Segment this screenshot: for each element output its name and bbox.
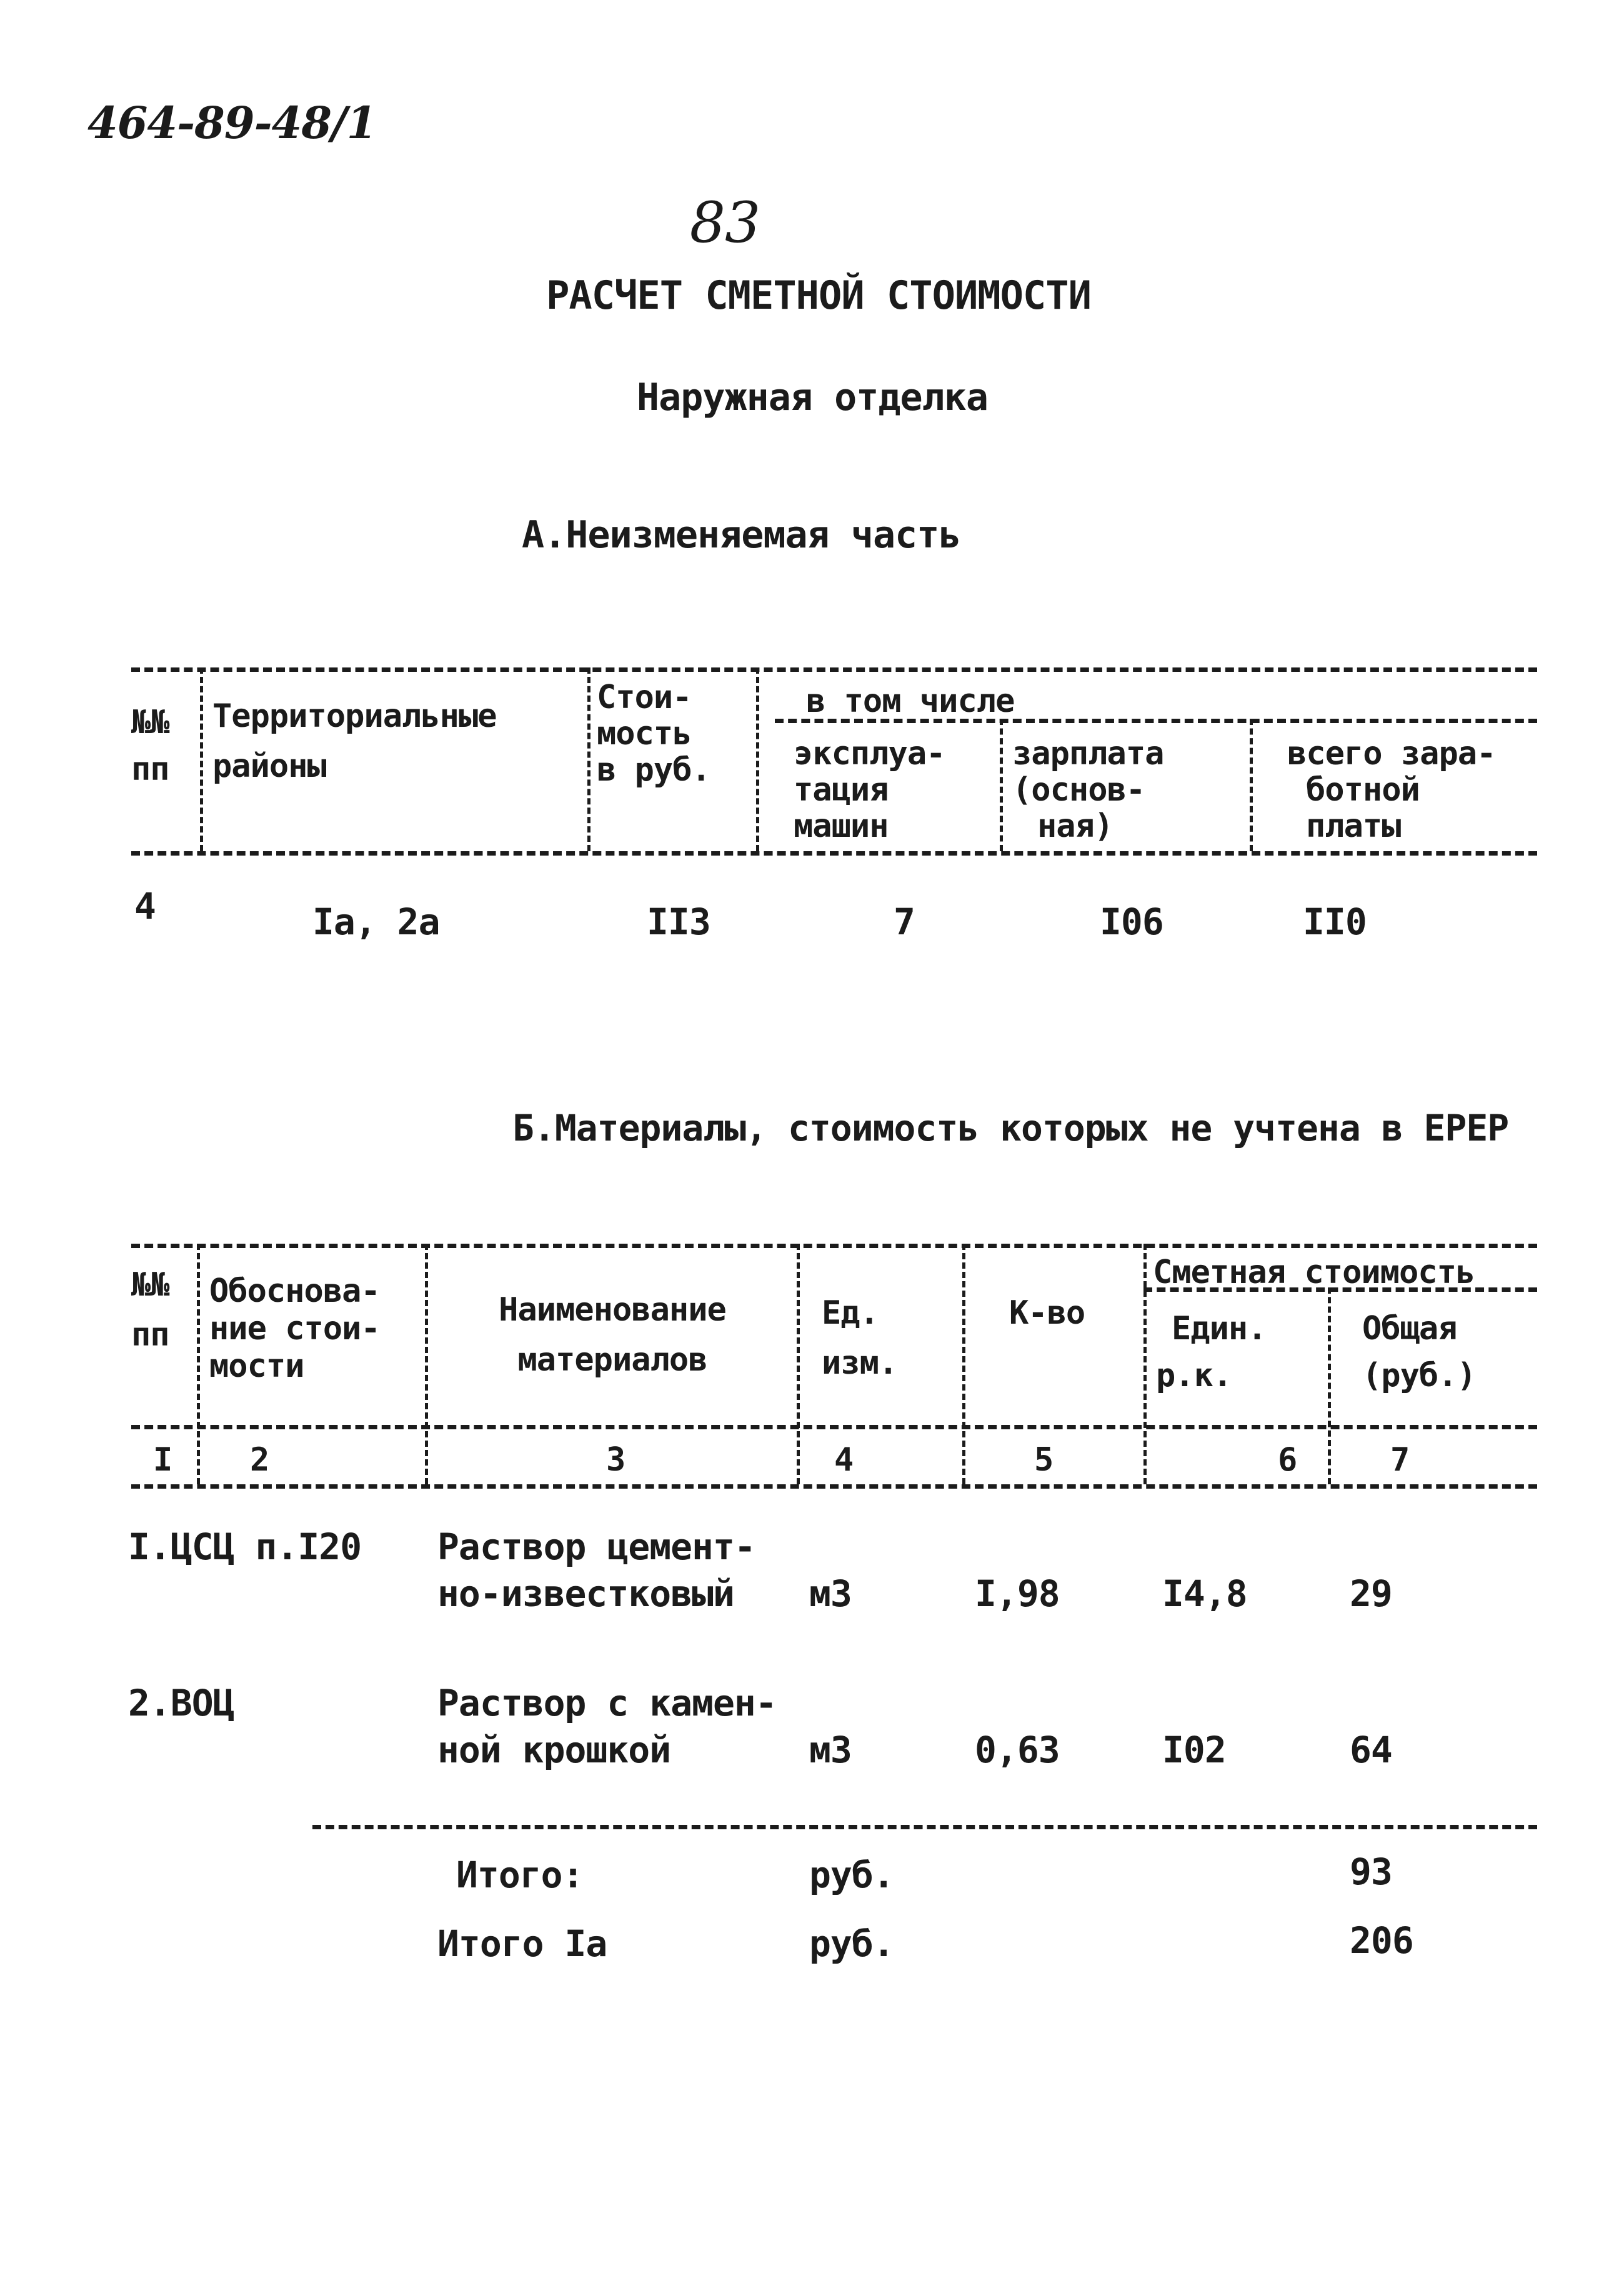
b-header-total-2: (руб.) xyxy=(1362,1357,1476,1394)
section-a-title: А.Неизменяемая часть xyxy=(522,513,961,557)
col-numbers-bottom-rule xyxy=(131,1484,1537,1489)
b-header-total-1: Общая xyxy=(1362,1310,1457,1347)
b-header-basis-1: Обоснова- xyxy=(209,1272,380,1310)
header-cost-2: мость xyxy=(597,715,692,752)
table-row-total: 64 xyxy=(1350,1729,1392,1771)
header-cost-1: Стои- xyxy=(597,679,692,716)
total-label: Итого Iа xyxy=(437,1922,607,1965)
column-divider xyxy=(756,667,759,851)
header-total-salary-2: ботной xyxy=(1306,771,1420,809)
table-row-total: 29 xyxy=(1350,1572,1392,1615)
document-subtitle: Наружная отделка xyxy=(637,376,988,419)
col-number-7: 7 xyxy=(1390,1441,1410,1479)
table-header-bottom-rule xyxy=(131,851,1537,856)
page-number: 83 xyxy=(689,190,760,256)
table-row-price: I4,8 xyxy=(1162,1572,1247,1615)
table-row-name-1: Раствор цемент- xyxy=(437,1526,755,1568)
header-including: в том числе xyxy=(806,682,1015,720)
row-cost: II3 xyxy=(647,901,710,943)
table-row-price: I02 xyxy=(1162,1729,1226,1771)
header-machines-2: тация xyxy=(794,771,889,809)
column-divider xyxy=(587,667,590,851)
col-number-2: 2 xyxy=(250,1441,269,1479)
b-header-num-2: пп xyxy=(131,1316,169,1354)
row-machines: 7 xyxy=(894,901,915,943)
column-divider xyxy=(1000,719,1003,851)
header-machines-3: машин xyxy=(794,807,889,845)
total-unit: руб. xyxy=(809,1854,894,1896)
header-num-1: №№ xyxy=(131,704,169,741)
table-top-rule xyxy=(131,1244,1537,1248)
col-number-4: 4 xyxy=(834,1441,854,1479)
table-top-rule xyxy=(131,667,1537,672)
b-header-unit-1: Ед. xyxy=(822,1294,879,1332)
header-total-salary-1: всего зара- xyxy=(1287,735,1496,772)
total-value: 93 xyxy=(1350,1851,1392,1893)
b-header-name-2: материалов xyxy=(517,1341,707,1379)
row-salary: I06 xyxy=(1100,901,1163,943)
header-territory-2: районы xyxy=(212,747,326,785)
header-total-salary-3: платы xyxy=(1306,807,1401,845)
table-row-basis: I.ЦСЦ п.I20 xyxy=(128,1526,362,1568)
b-header-qty: К-во xyxy=(1009,1294,1085,1332)
b-header-name-1: Наименование xyxy=(499,1291,726,1329)
b-header-num-1: №№ xyxy=(131,1266,169,1304)
column-divider xyxy=(1250,719,1253,851)
col-number-1: I xyxy=(153,1441,172,1479)
row-territory: Iа, 2а xyxy=(312,901,440,943)
table-row-unit: м3 xyxy=(809,1572,852,1615)
header-salary-1: зарплата xyxy=(1012,735,1164,772)
column-divider xyxy=(200,667,203,851)
column-divider xyxy=(425,1244,428,1484)
column-divider xyxy=(1328,1287,1331,1484)
b-header-unit-price-1: Един. xyxy=(1172,1310,1267,1347)
column-divider xyxy=(1143,1244,1147,1484)
column-divider xyxy=(197,1244,200,1484)
total-unit: руб. xyxy=(809,1922,894,1965)
total-label: Итого: xyxy=(456,1854,584,1896)
column-divider xyxy=(797,1244,800,1484)
b-header-basis-3: мости xyxy=(209,1347,304,1385)
header-territory-1: Территориальные xyxy=(212,697,497,735)
table-row-qty: 0,63 xyxy=(975,1729,1060,1771)
table-row-unit: м3 xyxy=(809,1729,852,1771)
col-number-5: 5 xyxy=(1034,1441,1054,1479)
header-machines-1: эксплуа- xyxy=(794,735,945,772)
header-bottom-rule xyxy=(131,1425,1537,1429)
section-b-title: Б.Материалы, стоимость которых не учтена в ЕРЕР xyxy=(512,1107,1509,1149)
table-row-name-2: но-известковый xyxy=(437,1572,734,1615)
row-total-salary: II0 xyxy=(1303,901,1367,943)
totals-rule xyxy=(312,1825,1537,1829)
row-num: 4 xyxy=(134,885,156,927)
table-row-basis: 2.ВОЦ xyxy=(128,1682,234,1724)
b-header-basis-2: ние стои- xyxy=(209,1310,380,1347)
header-num-2: пп xyxy=(131,751,169,788)
header-salary-3: ная) xyxy=(1037,807,1113,845)
table-row-name-1: Раствор с камен- xyxy=(437,1682,777,1724)
header-salary-2: (основ- xyxy=(1012,771,1145,809)
document-title: РАСЧЕТ СМЕТНОЙ СТОИМОСТИ xyxy=(546,272,1091,318)
b-header-unit-2: изм. xyxy=(822,1344,898,1382)
b-header-unit-price-2: р.к. xyxy=(1156,1357,1232,1394)
header-cost-3: в руб. xyxy=(597,751,710,789)
col-number-6: 6 xyxy=(1278,1441,1297,1479)
col-number-3: 3 xyxy=(606,1441,625,1479)
column-divider xyxy=(962,1244,965,1484)
table-row-name-2: ной крошкой xyxy=(437,1729,671,1771)
document-code: 464-89-48/1 xyxy=(87,97,377,149)
b-header-estimated-cost: Сметная стоимость xyxy=(1153,1254,1475,1291)
table-row-qty: I,98 xyxy=(975,1572,1060,1615)
total-value: 206 xyxy=(1350,1919,1413,1962)
